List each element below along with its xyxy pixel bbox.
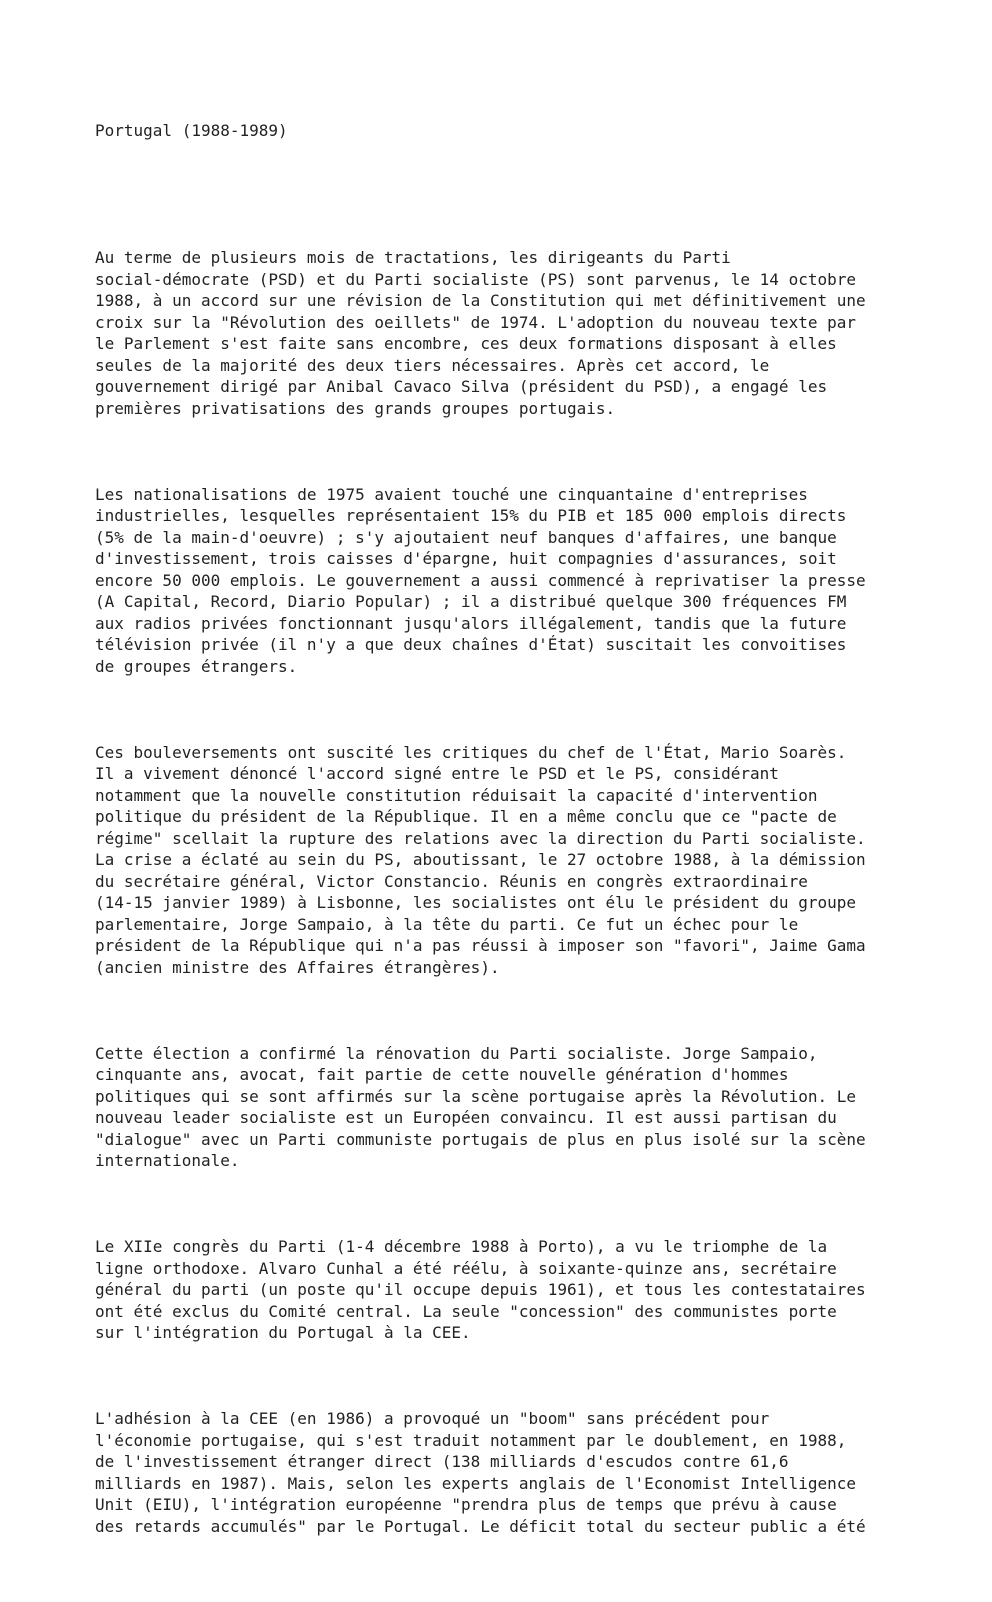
- paragraph-4: Cette élection a confirmé la rénovation du Parti socialiste. Jorge Sampaio, cinquante ans, avocat, fait partie de cette nouvelle génération d'hommes politiques qui se sont affirmés sur la scène portugaise après la Révolution. Le nouveau leader socialiste est un Européen convaincu. Il est aussi partisan du "dialogue" avec un Parti communiste portugais de plus en plus isolé sur la scène internationale.: [95, 1043, 866, 1170]
- paragraph-5: Le XIIe congrès du Parti (1-4 décembre 1988 à Porto), a vu le triomphe de la ligne orthodoxe. Alvaro Cunhal a été réélu, à soixante-quinze ans, secrétaire général du parti (un poste qu'il occupe depuis 1961), et tous les contestataires ont été exclus du Comité central. La seule "concession" des communistes porte sur l'intégration du Portugal à la CEE.: [95, 1237, 866, 1342]
- document-title: Portugal (1988-1989): [95, 121, 288, 140]
- paragraph-6: L'adhésion à la CEE (en 1986) a provoqué un "boom" sans précédent pour l'économie portugaise, qui s'est traduit notamment par le doublement, en 1988, de l'investissement étranger direct (138 milliards d'escudos contre 61,6 milliards en 1987). Mais, selon les experts anglais de l'Economist Intelligence Unit (EIU), l'intégration européenne "prendra plus de temps que prévu à cause des retards accumulés" par le Portugal. Le déficit total du secteur public a été: [95, 1409, 866, 1536]
- paragraph-3: Ces bouleversements ont suscité les critiques du chef de l'État, Mario Soarès. Il a vivement dénoncé l'accord signé entre le PSD et le PS, considérant notamment que la nouvelle constitution réduisait la capacité d'intervention politique du président de la République. Il en a même conclu que ce "pacte de régime" scellait la rupture des relations avec la direction du Parti socialiste. La crise a éclaté au sein du PS, aboutissant, le 27 octobre 1988, à la démission du secrétaire général, Victor Constancio. Réunis en congrès extraordinaire (14-15 janvier 1989) à Lisbonne, les socialistes ont élu le président du groupe parlementaire, Jorge Sampaio, à la tête du parti. Ce fut un échec pour le président de la République qui n'a pas réussi à imposer son "favori", Jaime Gama (ancien ministre des Affaires étrangères).: [95, 742, 866, 977]
- paragraph-2: Les nationalisations de 1975 avaient touché une cinquantaine d'entreprises industrielles, lesquelles représentaient 15% du PIB et 185 000 emplois directs (5% de la main-d'oeuvre) ; s'y ajoutaient neuf banques d'affaires, une banque d'investissement, trois caisses d'épargne, huit compagnies d'assurances, soit encore 50 000 emplois. Le gouvernement a aussi commencé à reprivatiser la presse (A Capital, Record, Diario Popular) ; il a distribué quelque 300 fréquences FM aux radios privées fonctionnant jusqu'alors illégalement, tandis que la future télévision privée (il n'y a que deux chaînes d'État) suscitait les convoitises de groupes étrangers.: [95, 484, 866, 676]
- paragraph-1: Au terme de plusieurs mois de tractations, les dirigeants du Parti social-démocrate (PSD) et du Parti socialiste (PS) sont parvenus, le 14 octobre 1988, à un accord sur une révision de la Constitution qui met définitivement une croix sur la "Révolution des oeillets" de 1974. L'adoption du nouveau texte par le Parlement s'est faite sans encombre, ces deux formations disposant à elles seules de la majorité des deux tiers nécessaires. Après cet accord, le gouvernement dirigé par Anibal Cavaco Silva (président du PSD), a engagé les premières privatisations des grands groupes portugais.: [95, 248, 866, 418]
- document-body: [95, 204, 866, 1602]
